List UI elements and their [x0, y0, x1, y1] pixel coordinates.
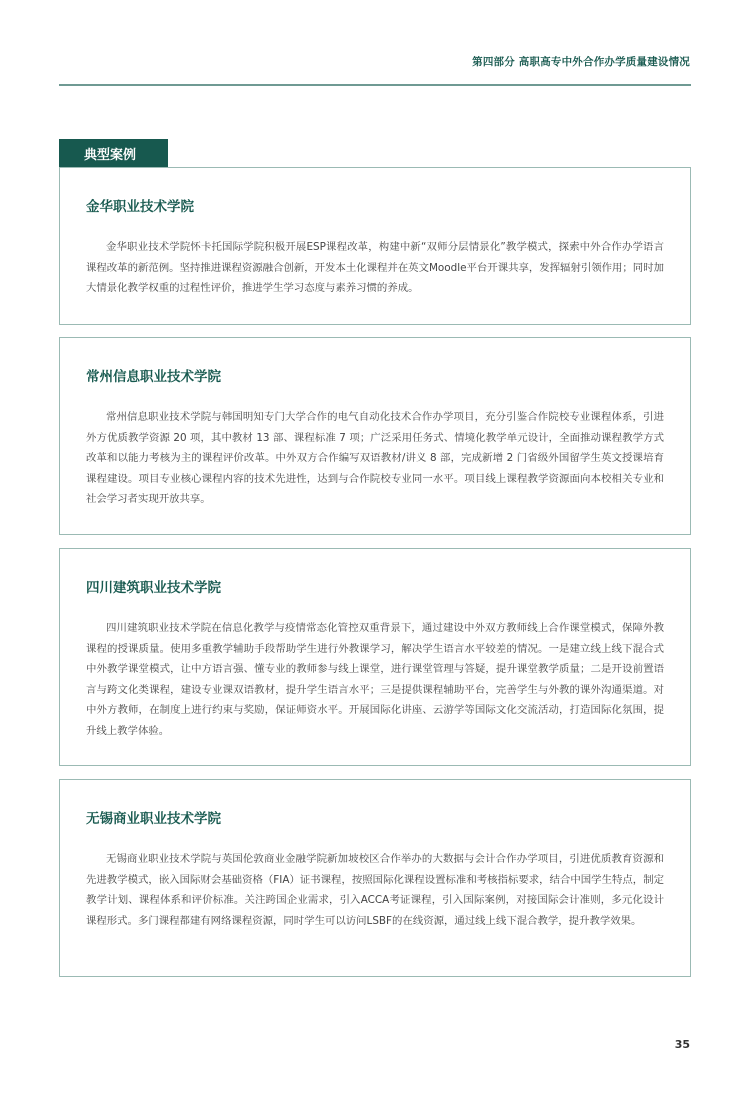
header-title: 第四部分 高职高专中外合作办学质量建设情况: [472, 56, 690, 68]
case-box-wuxi: [59, 779, 691, 977]
case-body: 金华职业技术学院怀卡托国际学院积极开展ESP课程改革，构建中新“双师分层情景化”教学模式，探索中外合作办学语言课程改革的新范例。坚持推进课程资源融合创新，开发本土化课程并在英文Moodle平台开课共享，发挥辐射引领作用；同时加大情景化教学权重的过程性评价，推进学生学习态度与素养习惯的养成。: [86, 241, 664, 295]
case-title: 金华职业技术学院: [86, 199, 194, 215]
header-divider: [59, 84, 691, 86]
page-number: 35: [674, 1038, 690, 1051]
section-tab-label: 典型案例: [59, 139, 168, 168]
case-title: 四川建筑职业技术学院: [86, 580, 221, 596]
case-box-changzhou: [59, 337, 691, 535]
case-body: 无锡商业职业技术学院与英国伦敦商业金融学院新加坡校区合作举办的大数据与会计合作办学项目，引进优质教育资源和先进教学模式，嵌入国际财会基础资格（FIA）证书课程，按照国际化课程设置标准和考核指标要求，结合中国学生特点，制定教学计划、课程体系和评价标准。关注跨国企业需求，引入ACCA考证课程，引入国际案例，对接国际会计准则，多元化设计课程形式。多门课程都建有网络课程资源，同时学生可以访问LSBF的在线资源，通过线上线下混合教学，提升教学效果。: [86, 853, 664, 927]
case-box-jinhua: [59, 167, 691, 325]
case-box-sichuan: [59, 548, 691, 766]
case-title: 无锡商业职业技术学院: [86, 811, 221, 827]
case-body: 常州信息职业技术学院与韩国明知专门大学合作的电气自动化技术合作办学项目，充分引鉴合作院校专业课程体系，引进外方优质教学资源 20 项，其中教材 13 部、课程标准 7 项；广泛采用任务式、情境化教学单元设计，全面推动课程教学方式改革和以能力考核为主的课程评价改革。中外双方合作编写双语教材/讲义 8 部，完成新增 2 门省级外国留学生英文授课培育课程建设。项目专业核心课程内容的技术先进性，达到与合作院校专业同一水平。项目线上课程教学资源面向本校相关专业和社会学习者实现开放共享。: [86, 411, 664, 506]
case-body: 四川建筑职业技术学院在信息化教学与疫情常态化管控双重背景下，通过建设中外双方教师线上合作课堂模式，保障外教课程的授课质量。使用多重教学辅助手段帮助学生进行外教课学习，解决学生语言水平较差的情况。一是建立线上线下混合式中外教学课堂模式，让中方语言强、懂专业的教师参与线上课堂，进行课堂管理与答疑，提升课堂教学质量；二是开设前置语言与跨文化类课程，建设专业课双语教材，提升学生语言水平；三是提供课程辅助平台，完善学生与外教的课外沟通渠道。对中外方教师，在制度上进行约束与奖励，保证师资水平。开展国际化讲座、云游学等国际文化交流活动，打造国际化氛围，提升线上教学体验。: [86, 622, 664, 737]
case-title: 常州信息职业技术学院: [86, 369, 221, 385]
